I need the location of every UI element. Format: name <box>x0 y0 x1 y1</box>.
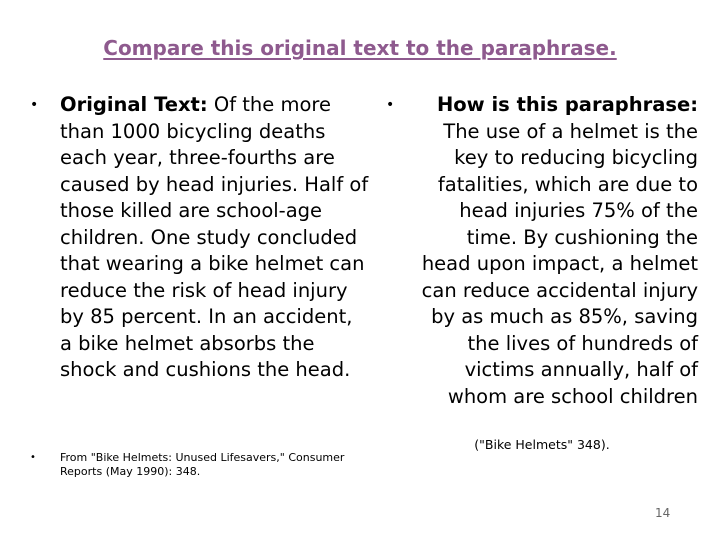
original-text-label: Original Text: <box>60 93 208 116</box>
bullet-icon: • <box>386 97 395 113</box>
bullet-icon: • <box>30 452 36 463</box>
bullet-icon: • <box>30 97 39 113</box>
original-text-column <box>30 92 370 384</box>
original-text-paragraph <box>60 92 370 384</box>
paraphrase-item <box>386 92 698 410</box>
slide-title: Compare this original text to the paraphrase. <box>103 36 617 60</box>
original-text-body: Of the more than 1000 bicycling deaths each year, three-fourths are caused by head injuries. Half of those killed are school-age children. One study concluded that wearing a bike helmet can reduce the risk of head injury by 85 percent. In an accident, a bike helmet absorbs the shock and cushions the head. <box>60 93 369 381</box>
source-item <box>30 451 370 479</box>
paraphrase-column <box>386 92 698 410</box>
paraphrase-question-label: How is this paraphrase: <box>436 93 698 116</box>
paraphrase-body: The use of a helmet is the key to reducing bicycling fatalities, which are due to head injuries 75% of the time. By cushioning the head upon impact, a helmet can reduce accidental injury by as much as 85%, saving the lives of hundreds of victims annually, half of whom are school children <box>421 119 698 408</box>
source-list-item <box>30 451 370 479</box>
original-text-item <box>30 92 370 384</box>
source-reference: From "Bike Helmets: Unused Lifesavers," Consumer Reports (May 1990): 348. <box>60 451 345 478</box>
page-number: 14 <box>655 506 671 520</box>
paraphrase-citation: ("Bike Helmets" 348). <box>474 437 610 452</box>
paraphrase-paragraph <box>414 92 698 410</box>
